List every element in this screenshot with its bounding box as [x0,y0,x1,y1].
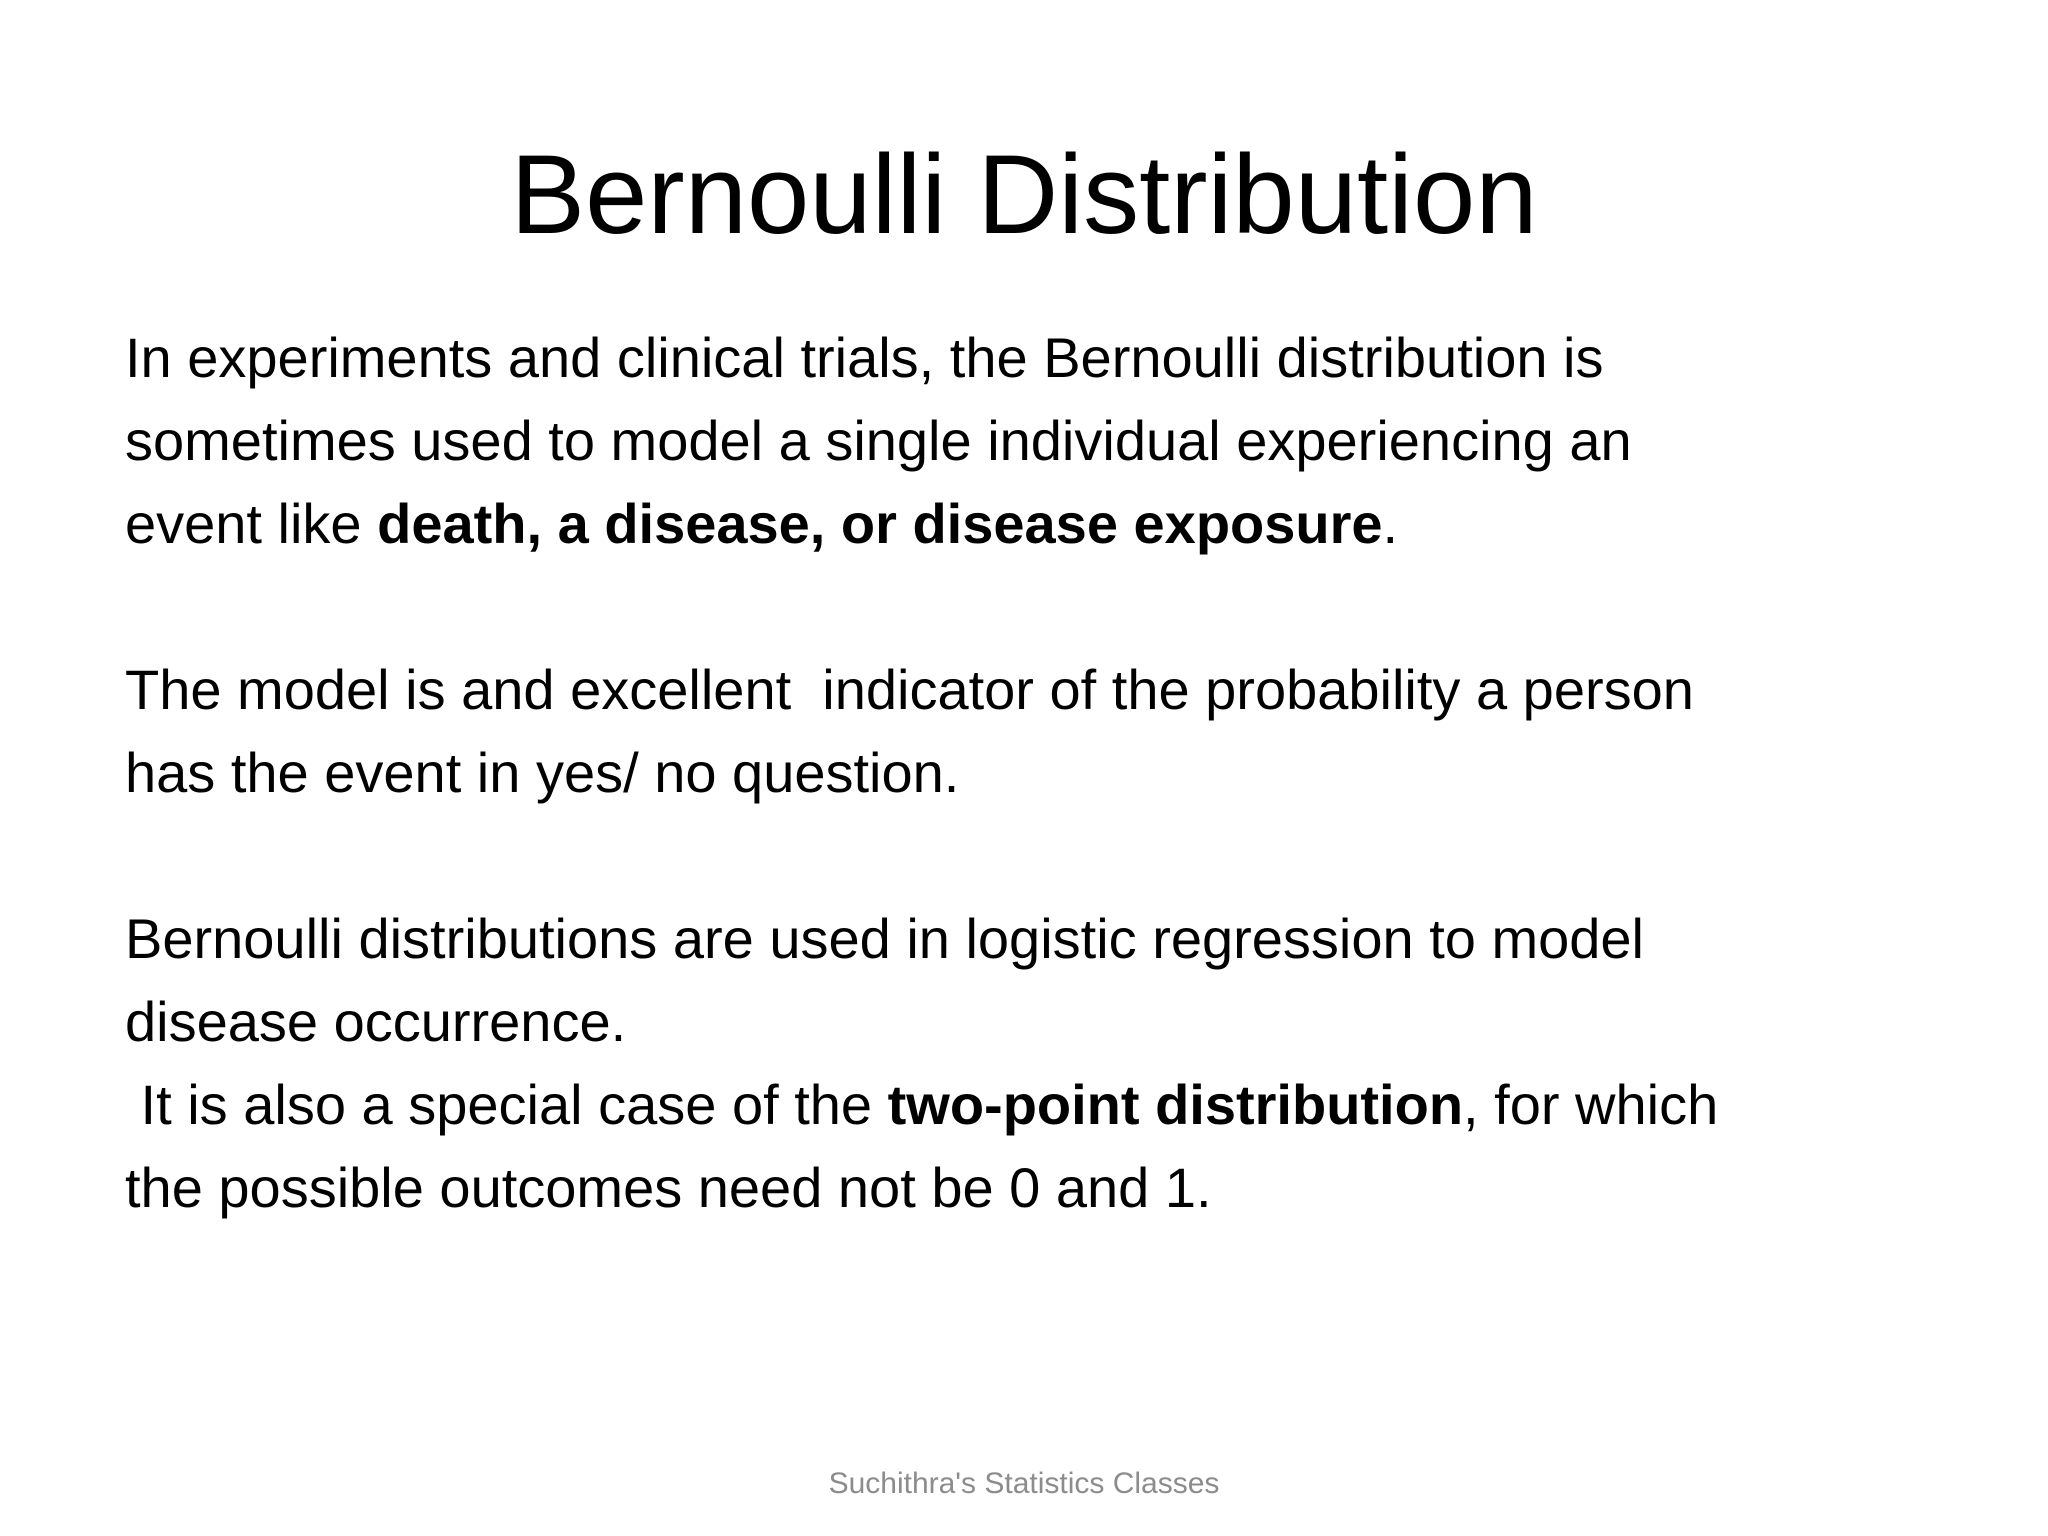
paragraph-clinical-trials [125,316,1985,565]
paragraph-two-point [125,1063,1985,1229]
paragraph-spacer [125,814,1985,897]
paragraph-logistic-regression [125,897,1985,1063]
slide-footer: Suchithra's Statistics Classes [828,1467,1220,1500]
text-line: Bernoulli distributions are used in logistic regression to model [125,907,1644,970]
bold-text: two-point distribution [887,1073,1464,1136]
bold-text: death, a disease, or disease exposure [377,492,1383,555]
text-line: the possible outcomes need not be 0 and 1. [125,1156,1212,1219]
text-line: disease occurrence. [125,990,627,1053]
paragraph-model-indicator [125,648,1985,814]
text-run: , for which [1463,1073,1719,1136]
text-run: event like [125,492,378,555]
text-line [125,1063,1985,1146]
text-line: sometimes used to model a single individual experiencing an [125,409,1632,472]
text-run: . [1382,492,1399,555]
paragraph-spacer [125,565,1985,648]
text-line [125,482,1985,565]
text-run: It is also a special case of the [125,1073,888,1136]
text-line: has the event in yes/ no question. [125,741,960,804]
text-line: The model is and excellent indicator of the probability a person [125,658,1694,721]
slide-body [125,316,1985,1229]
text-line: In experiments and clinical trials, the Bernoulli distribution is [125,326,1604,389]
slide-title: Bernoulli Distribution [510,132,1538,257]
